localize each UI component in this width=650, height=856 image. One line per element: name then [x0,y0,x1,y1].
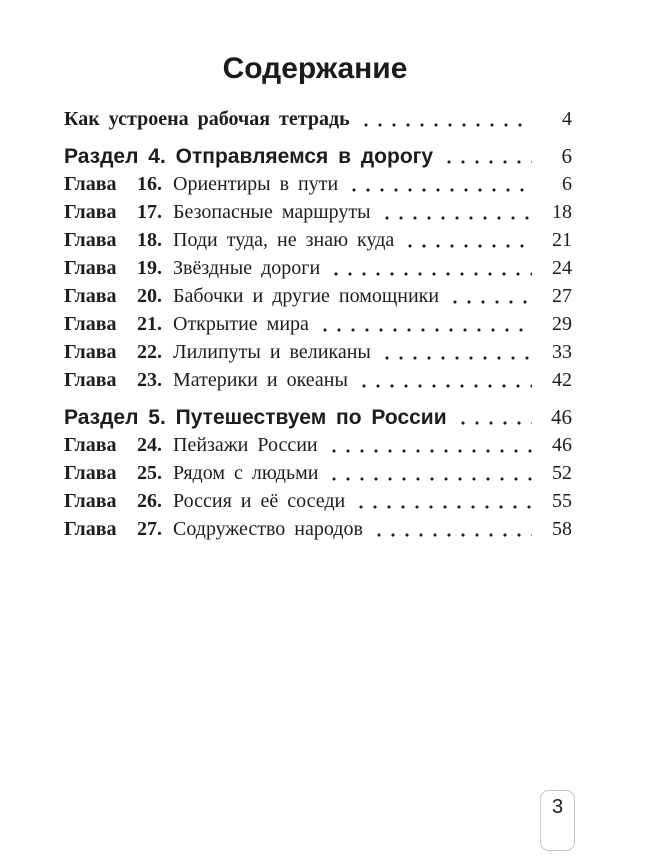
chapter-title: Звёздные дороги [173,257,321,279]
toc-section-heading [64,145,572,168]
section-heading-label: Раздел 4. Отправляемся в дорогу [64,145,434,168]
dot-leader [359,108,532,131]
dot-leader [354,490,532,513]
chapter-number: 19. [137,257,162,279]
chapter-prefix: Глава [64,518,117,540]
toc-entry-page-number: 33 [552,341,572,363]
chapter-prefix: Глава [64,369,117,391]
page-title: Содержание [222,52,408,85]
chapter-prefix: Глава [64,229,117,251]
chapter-title: Пейзажи России [173,434,318,456]
dot-leader [327,462,532,485]
toc-entry-page-number: 46 [551,405,572,429]
toc-entry-page-number: 4 [562,108,572,130]
chapter-number: 26. [137,490,162,512]
toc-entry-intro [64,108,572,131]
toc-entry-chapter [64,434,572,457]
chapter-prefix: Глава [64,341,117,363]
chapter-number: 16. [137,173,162,195]
chapter-number: 22. [137,341,162,363]
chapter-prefix: Глава [64,173,117,195]
chapter-title: Бабочки и другие помощники [173,285,440,307]
toc-entry-page-number: 55 [552,490,572,512]
toc-entry-chapter [64,341,572,364]
dot-leader [380,341,532,364]
chapter-title: Поди туда, не знаю куда [173,229,395,251]
dot-leader [327,434,532,457]
toc-entry-chapter [64,257,572,280]
toc-entry-chapter [64,173,572,196]
chapter-prefix: Глава [64,257,117,279]
toc-section-heading [64,406,572,429]
toc-entry-chapter [64,462,572,485]
chapter-prefix: Глава [64,201,117,223]
chapter-title: Рядом с людьми [173,462,319,484]
chapter-prefix: Глава [64,462,117,484]
dot-leader [329,257,532,280]
chapter-number: 23. [137,369,162,391]
dot-leader [347,173,532,196]
chapter-title: Открытие мира [173,313,309,335]
dot-leader [380,201,532,224]
toc-entry-chapter [64,518,572,541]
toc-entry-page-number: 6 [562,173,572,195]
chapter-number: 25. [137,462,162,484]
chapter-title: Лилипуты и великаны [173,341,371,363]
section-heading-label: Раздел 5. Путешествуем по России [64,406,447,429]
toc-entry-page-number: 46 [552,434,572,456]
toc-entry-page-number: 52 [552,462,572,484]
chapter-number: 27. [137,518,162,540]
toc-entry-page-number: 42 [552,369,572,391]
chapter-number: 17. [137,201,162,223]
chapter-title: Материки и океаны [173,369,348,391]
chapter-title: Ориентиры в пути [173,173,339,195]
chapter-title: Безопасные маршруты [173,201,371,223]
toc-entry-page-number: 18 [552,201,572,223]
chapter-number: 24. [137,434,162,456]
toc-entry-page-number: 29 [552,313,572,335]
chapter-number: 20. [137,285,162,307]
toc-entry-chapter [64,369,572,392]
dot-leader [456,406,532,429]
chapter-prefix: Глава [64,285,117,307]
chapter-title: Содружество народов [173,518,363,540]
chapter-prefix: Глава [64,434,117,456]
dot-leader [448,285,532,308]
page-number-badge [540,790,575,851]
dot-leader [403,229,532,252]
folio-number: 3 [551,796,564,818]
dot-leader [357,369,532,392]
toc-entry-chapter [64,490,572,513]
toc-entry-page-number: 6 [561,144,572,168]
dot-leader [318,313,532,336]
dot-leader [442,145,532,168]
toc-entry-chapter [64,285,572,308]
chapter-prefix: Глава [64,313,117,335]
toc-entry-label: Как устроена рабочая тетрадь [64,108,350,130]
toc-entry-page-number: 27 [552,285,572,307]
chapter-number: 18. [137,229,162,251]
toc-entry-page-number: 58 [552,518,572,540]
toc-entry-page-number: 21 [552,229,572,251]
toc-entry-chapter [64,229,572,252]
chapter-prefix: Глава [64,490,117,512]
toc-entry-chapter [64,313,572,336]
chapter-title: Россия и её соседи [173,490,346,512]
toc-entry-page-number: 24 [552,257,572,279]
toc-entry-chapter [64,201,572,224]
dot-leader [372,518,532,541]
chapter-number: 21. [137,313,162,335]
